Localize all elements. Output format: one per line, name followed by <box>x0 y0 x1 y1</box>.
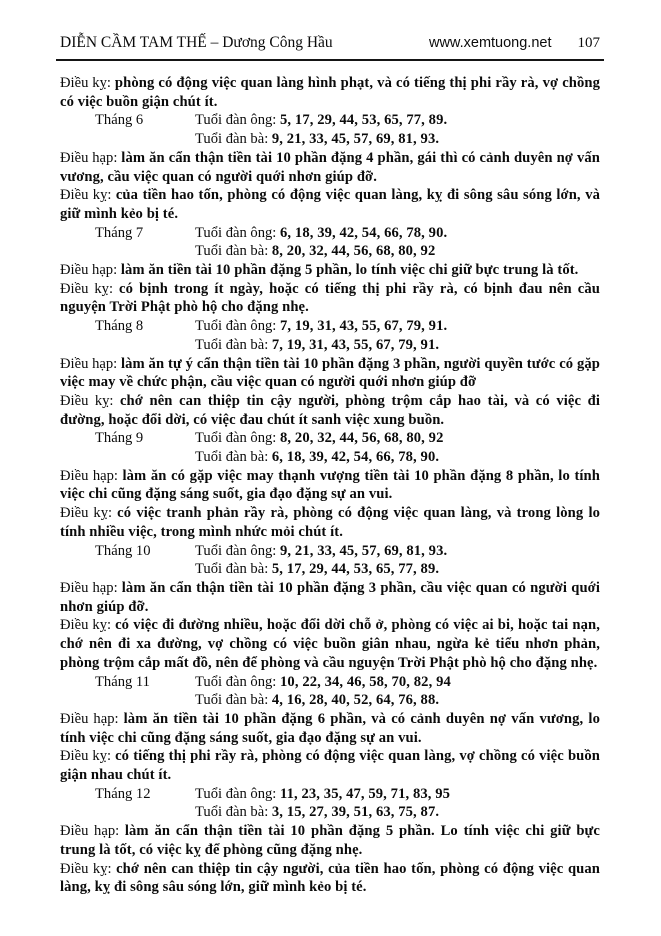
men-ages-label: Tuổi đàn ông: <box>195 542 277 559</box>
page-number: 107 <box>577 35 600 51</box>
men-ages-line <box>195 542 600 561</box>
dieu-ky-label: Điều kỵ: <box>60 280 114 297</box>
women-ages-values: 6, 18, 39, 42, 54, 66, 78, 90. <box>271 449 440 466</box>
month-label: Tháng 12 <box>95 785 151 802</box>
men-ages-line <box>195 224 600 243</box>
hap-paragraph <box>60 710 600 747</box>
men-ages-row <box>60 785 600 804</box>
men-ages-label: Tuổi đàn ông: <box>195 112 277 129</box>
month-label-spacer <box>95 242 195 261</box>
month-section-6 <box>60 111 600 223</box>
women-ages-row <box>60 130 600 149</box>
dieu-hap-text: làm ăn cẩn thận tiền tài 10 phần đặng 3 phần, cầu việc quan có người quới nhơn giúp đỡ. <box>60 579 600 615</box>
men-ages-values: 7, 19, 31, 43, 55, 67, 79, 91. <box>280 318 448 335</box>
women-ages-line <box>195 130 600 149</box>
month-label-spacer <box>95 130 195 149</box>
men-ages-row <box>60 429 600 448</box>
dieu-hap-label: Điều hạp: <box>60 467 118 484</box>
men-ages-label: Tuổi đàn ông: <box>195 224 277 241</box>
hap-paragraph <box>60 261 600 280</box>
women-ages-row <box>60 448 600 467</box>
dieu-ky-text: có tiếng thị phi rầy rà, phòng có động việc quan làng, vợ chồng có việc buồn giận nhau chút ít. <box>60 748 601 784</box>
men-ages-label: Tuổi đàn ông: <box>195 430 277 447</box>
men-ages-row <box>60 111 600 130</box>
month-section-9 <box>60 429 600 541</box>
hap-paragraph <box>60 822 600 859</box>
dieu-hap-label: Điều hạp: <box>60 579 118 596</box>
month-label-spacer <box>95 560 195 579</box>
women-ages-line <box>195 336 600 355</box>
hap-paragraph <box>60 355 600 392</box>
men-ages-values: 8, 20, 32, 44, 56, 68, 80, 92 <box>280 430 444 447</box>
men-ages-row <box>60 673 600 692</box>
women-ages-line <box>195 691 600 710</box>
women-ages-row <box>60 691 600 710</box>
men-ages-values: 10, 22, 34, 46, 58, 70, 82, 94 <box>280 673 451 690</box>
ky-paragraph <box>60 747 600 784</box>
hap-paragraph <box>60 467 600 504</box>
women-ages-values: 5, 17, 29, 44, 53, 65, 77, 89. <box>271 561 440 578</box>
month-label: Tháng 8 <box>95 318 144 335</box>
ky-paragraph <box>60 504 600 541</box>
dieu-ky-text: chớ nên can thiệp tin cậy người, của tiền hao tốn, phòng có động việc quan làng, kỵ đi sông sâu sóng lớn, giữ mình kẻo bị té. <box>60 860 601 896</box>
month-label: Tháng 7 <box>95 224 144 241</box>
month-label: Tháng 10 <box>95 542 151 559</box>
dieu-hap-text: làm ăn cẩn thận tiền tài 10 phần đặng 5 phần. Lo tính việc chi giữ bực trung là tốt, có việc kỵ để phòng cũng đặng nhẹ. <box>60 823 600 858</box>
women-ages-row <box>60 336 600 355</box>
women-ages-line <box>195 560 600 579</box>
dieu-ky-label: Điều kỵ: <box>60 75 111 91</box>
dieu-ky-label: Điều kỵ: <box>60 392 114 409</box>
women-ages-line <box>195 803 600 822</box>
women-ages-values: 4, 16, 28, 40, 52, 64, 76, 88. <box>271 692 440 709</box>
dieu-hap-label: Điều hạp: <box>60 710 119 727</box>
dieu-ky-label: Điều kỵ: <box>60 860 112 877</box>
men-ages-values: 6, 18, 39, 42, 54, 66, 78, 90. <box>280 224 448 241</box>
dieu-hap-label: Điều hạp: <box>60 823 120 840</box>
intro-ky-paragraph <box>60 74 600 111</box>
men-ages-label: Tuổi đàn ông: <box>195 673 277 690</box>
dieu-ky-label: Điều kỵ: <box>60 187 112 204</box>
dieu-hap-label: Điều hạp: <box>60 355 118 372</box>
men-ages-line <box>195 317 600 336</box>
men-ages-values: 5, 17, 29, 44, 53, 65, 77, 89. <box>280 112 448 129</box>
dieu-ky-label: Điều kỵ: <box>60 505 113 522</box>
website-url: www.xemtuong.net <box>428 35 552 51</box>
men-ages-line <box>195 673 600 692</box>
month-label: Tháng 9 <box>95 430 144 447</box>
women-ages-values: 9, 21, 33, 45, 57, 69, 81, 93. <box>271 131 440 148</box>
month-label-spacer <box>95 803 195 822</box>
dieu-ky-label: Điều kỵ: <box>60 748 112 765</box>
dieu-ky-text: có bịnh trong ít ngày, hoặc có tiếng thị phi rầy rà, có bịnh đau nên cầu nguyện Trời Phật phò hộ cho đặng nhẹ. <box>60 280 600 316</box>
dieu-hap-text: làm ăn tự ý cẩn thận tiền tài 10 phần đặng 3 phần, người quyền tước có gặp việc may về chức phận, cầu việc quan có người quới nhơn giúp đỡ <box>60 355 600 391</box>
ky-paragraph <box>60 860 600 897</box>
women-ages-label: Tuổi đàn bà: <box>195 561 269 578</box>
women-ages-label: Tuổi đàn bà: <box>195 243 269 260</box>
month-label: Tháng 11 <box>95 673 150 690</box>
dieu-hap-text: làm ăn tiền tài 10 phần đặng 6 phần, và có cảnh duyên nợ vấn vương, lo tính việc chi cũng đặng sáng suốt, gia đạo đặng sự an vui. <box>60 710 600 746</box>
ky-paragraph <box>60 392 600 429</box>
hap-paragraph <box>60 579 600 616</box>
men-ages-values: 11, 23, 35, 47, 59, 71, 83, 95 <box>280 785 451 802</box>
dieu-hap-label: Điều hạp: <box>60 262 118 279</box>
women-ages-row <box>60 803 600 822</box>
dieu-hap-label: Điều hạp: <box>60 149 118 166</box>
women-ages-row <box>60 560 600 579</box>
men-ages-line <box>195 429 600 448</box>
women-ages-row <box>60 242 600 261</box>
header-divider <box>56 59 604 61</box>
ky-paragraph <box>60 616 600 672</box>
men-ages-row <box>60 542 600 561</box>
women-ages-label: Tuổi đàn bà: <box>195 131 269 148</box>
month-label-spacer <box>95 691 195 710</box>
dieu-hap-text: làm ăn tiền tài 10 phần đặng 5 phần, lo tính việc chi giữ bực trung là tốt. <box>120 262 579 279</box>
page-body <box>60 74 600 897</box>
women-ages-label: Tuổi đàn bà: <box>195 449 269 466</box>
month-section-8 <box>60 317 600 429</box>
women-ages-values: 3, 15, 27, 39, 51, 63, 75, 87. <box>271 804 440 821</box>
month-label-spacer <box>95 448 195 467</box>
month-section-7 <box>60 224 600 318</box>
dieu-ky-text: của tiền hao tốn, phòng có động việc quan làng, kỵ đi sông sâu sóng lớn, và giữ mình kẻo bị té. <box>60 187 600 222</box>
women-ages-label: Tuổi đàn bà: <box>195 692 269 709</box>
dieu-ky-text: có việc tranh phản rầy rà, phòng có động việc quan làng, và trong lòng lo tính nhiều việc, trong mình nhức mỏi chút ít. <box>60 505 601 540</box>
dieu-ky-text: có việc đi đường nhiều, hoặc đổi dời chỗ ở, phòng có việc ai bi, hoặc tai nạn, chớ nên đi xa đường, vợ chồng có việc buồn giân nhau, ngừa kẻ tiểu nhơn phản, phòng trộm cắp mất đồ, nên để phòng và cầu nguyện Trời Phật phò hộ cho đặng nhẹ. <box>60 617 600 671</box>
women-ages-line <box>195 448 600 467</box>
book-title: DIỄN CẦM TAM THẾ – Dương Công Hầu <box>60 34 333 51</box>
dieu-ky-text: phòng có động việc quan làng hình phạt, và có tiếng thị phi rầy rà, vợ chồng có việc buồn giận chút ít. <box>60 75 601 110</box>
month-label: Tháng 6 <box>95 112 144 129</box>
men-ages-label: Tuổi đàn ông: <box>195 785 277 802</box>
women-ages-values: 8, 20, 32, 44, 56, 68, 80, 92 <box>271 243 436 260</box>
men-ages-label: Tuổi đàn ông: <box>195 318 277 335</box>
men-ages-row <box>60 224 600 243</box>
women-ages-values: 7, 19, 31, 43, 55, 67, 79, 91. <box>271 336 440 353</box>
hap-paragraph <box>60 149 600 186</box>
page-header <box>60 34 600 52</box>
men-ages-line <box>195 785 600 804</box>
men-ages-row <box>60 317 600 336</box>
month-label-spacer <box>95 336 195 355</box>
month-section-11 <box>60 673 600 785</box>
dieu-ky-label: Điều kỵ: <box>60 617 112 634</box>
dieu-ky-text: chớ nên can thiệp tin cậy người, phòng trộm cắp hao tài, và có việc đi đường, hoặc đổi dời, có việc đau chút ít sanh việc xung buồn. <box>60 392 600 428</box>
women-ages-label: Tuổi đàn bà: <box>195 336 269 353</box>
dieu-hap-text: làm ăn có gặp việc may thạnh vượng tiền tài 10 phần đặng 8 phần, lo tính việc chi cũng đặng sáng suốt, gia đạo đặng sự an vui. <box>60 467 600 503</box>
month-section-12 <box>60 785 600 897</box>
men-ages-line <box>195 111 600 130</box>
women-ages-line <box>195 242 600 261</box>
ky-paragraph <box>60 186 600 223</box>
women-ages-label: Tuổi đàn bà: <box>195 804 269 821</box>
month-section-10 <box>60 542 600 673</box>
header-right <box>429 34 600 52</box>
dieu-hap-text: làm ăn cẩn thận tiền tài 10 phần đặng 4 phần, gái thì có cảnh duyên nợ vấn vương, cầu việc quan có người quới nhơn giúp đỡ. <box>60 149 600 185</box>
ky-paragraph <box>60 280 600 317</box>
men-ages-values: 9, 21, 33, 45, 57, 69, 81, 93. <box>280 542 448 559</box>
